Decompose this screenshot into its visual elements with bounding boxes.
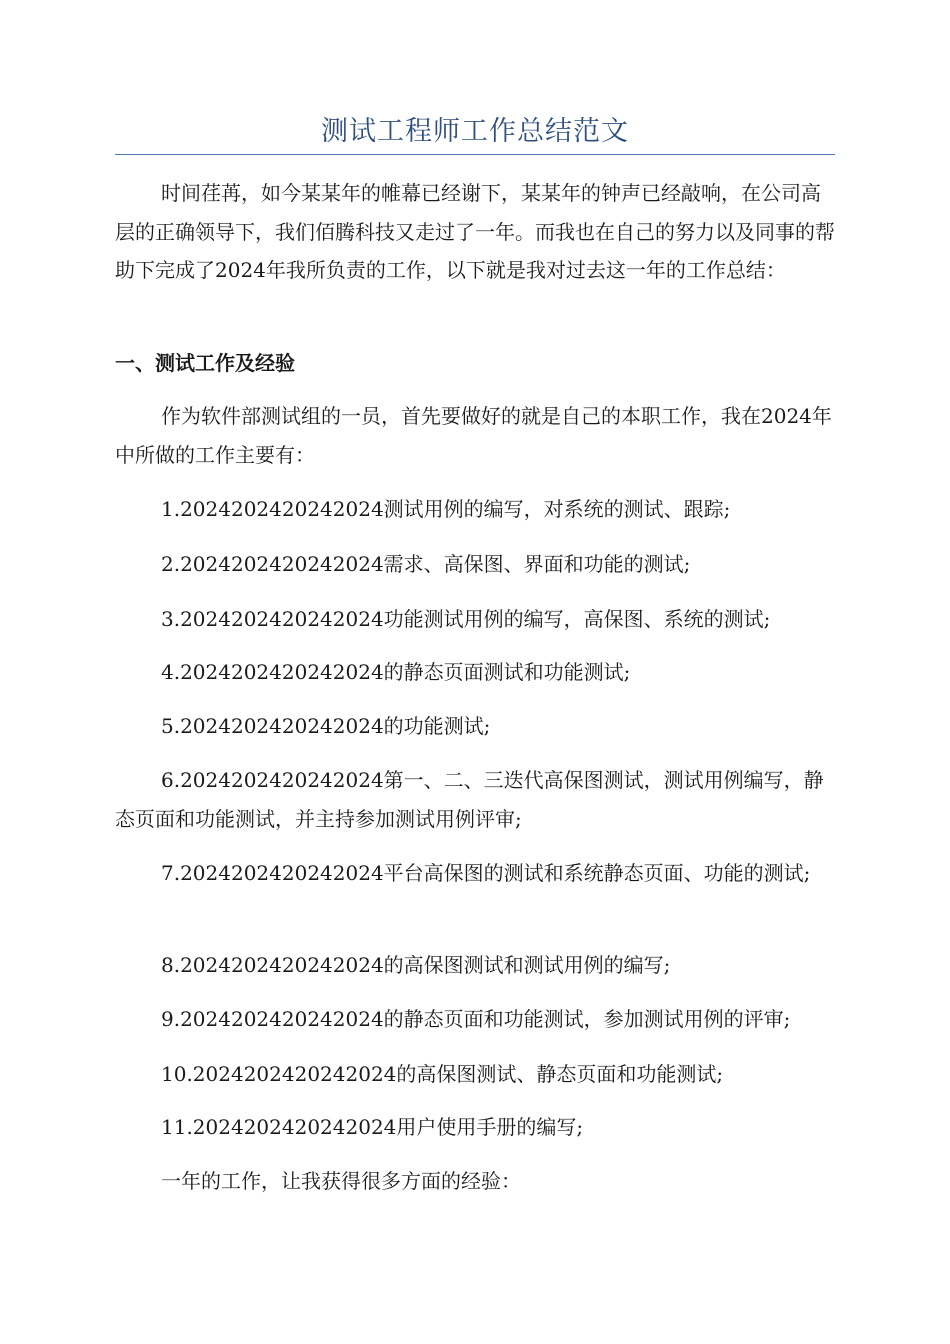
list-item: 5.2024202420242024的功能测试; — [161, 714, 491, 738]
list-item: 1.2024202420242024测试用例的编写，对系统的测试、跟踪; — [161, 497, 731, 521]
list-item: 6.2024202420242024第一、二、三迭代高保图测试，测试用例编写，静态页面和功能测试，并主持参加测试用例评审; — [115, 768, 824, 831]
section-heading: 一、测试工作及经验 — [115, 351, 295, 375]
closing-paragraph: 一年的工作，让我获得很多方面的经验： — [161, 1169, 521, 1193]
list-item: 8.2024202420242024的高保图测试和测试用例的编写; — [161, 953, 671, 977]
list-item: 2.2024202420242024需求、高保图、界面和功能的测试; — [161, 552, 691, 576]
list-item: 9.2024202420242024的静态页面和功能测试，参加测试用例的评审; — [161, 1007, 791, 1031]
section-lead-paragraph: 作为软件部测试组的一员，首先要做好的就是自己的本职工作，我在2024年中所做的工作主要有： — [115, 404, 832, 467]
list-item: 7.2024202420242024平台高保图的测试和系统静态页面、功能的测试; — [161, 861, 811, 885]
intro-paragraph: 时间荏苒，如今某某年的帷幕已经谢下，某某年的钟声已经敲响，在公司高层的正确领导下，我们佰腾科技又走过了一年。而我也在自己的努力以及同事的帮助下完成了2024年我所负责的工作，以下就是我对过去这一年的工作总结： — [115, 181, 835, 282]
list-item: 10.2024202420242024的高保图测试、静态页面和功能测试; — [161, 1062, 724, 1086]
title-underline — [115, 154, 835, 155]
list-item: 4.2024202420242024的静态页面测试和功能测试; — [161, 660, 631, 684]
list-item: 3.2024202420242024功能测试用例的编写，高保图、系统的测试; — [161, 607, 771, 631]
document-title: 测试工程师工作总结范文 — [321, 116, 629, 147]
list-item: 11.2024202420242024用户使用手册的编写; — [161, 1115, 584, 1139]
